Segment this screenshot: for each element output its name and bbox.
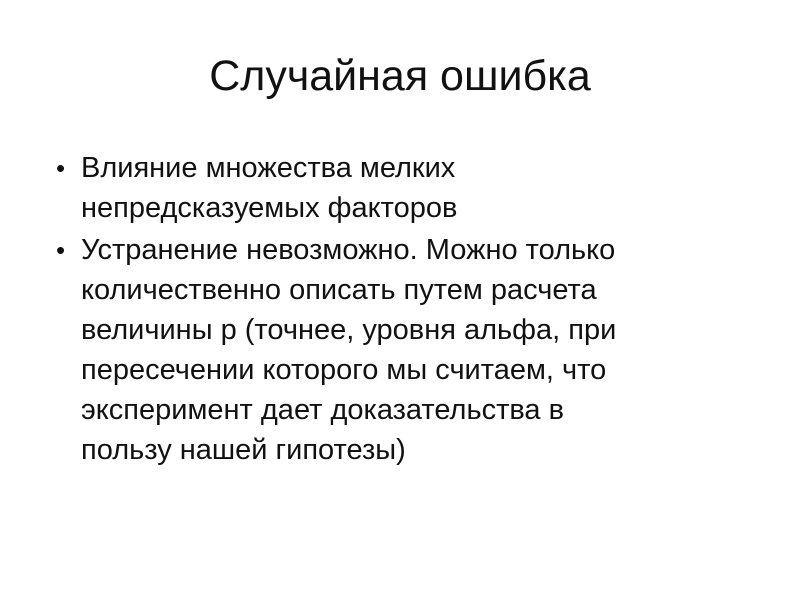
slide-title: Случайная ошибка (209, 52, 591, 100)
bullet-item-elimination (56, 230, 756, 470)
bullet-text-influence: Влияние множества мелких непредсказуемых факторов (81, 152, 458, 224)
bullet-icon: • (56, 153, 66, 183)
bullet-icon: • (56, 235, 66, 265)
bullet-item-influence (56, 148, 756, 228)
bullet-list (56, 148, 756, 472)
bullet-text-elimination: Устранение невозможно. Можно только количественно описать путем расчета величины р (точнее, уровня альфа, при пересечении которого мы считаем, что эксперимент дает доказательства в пользу нашей гипотезы) (81, 234, 617, 466)
